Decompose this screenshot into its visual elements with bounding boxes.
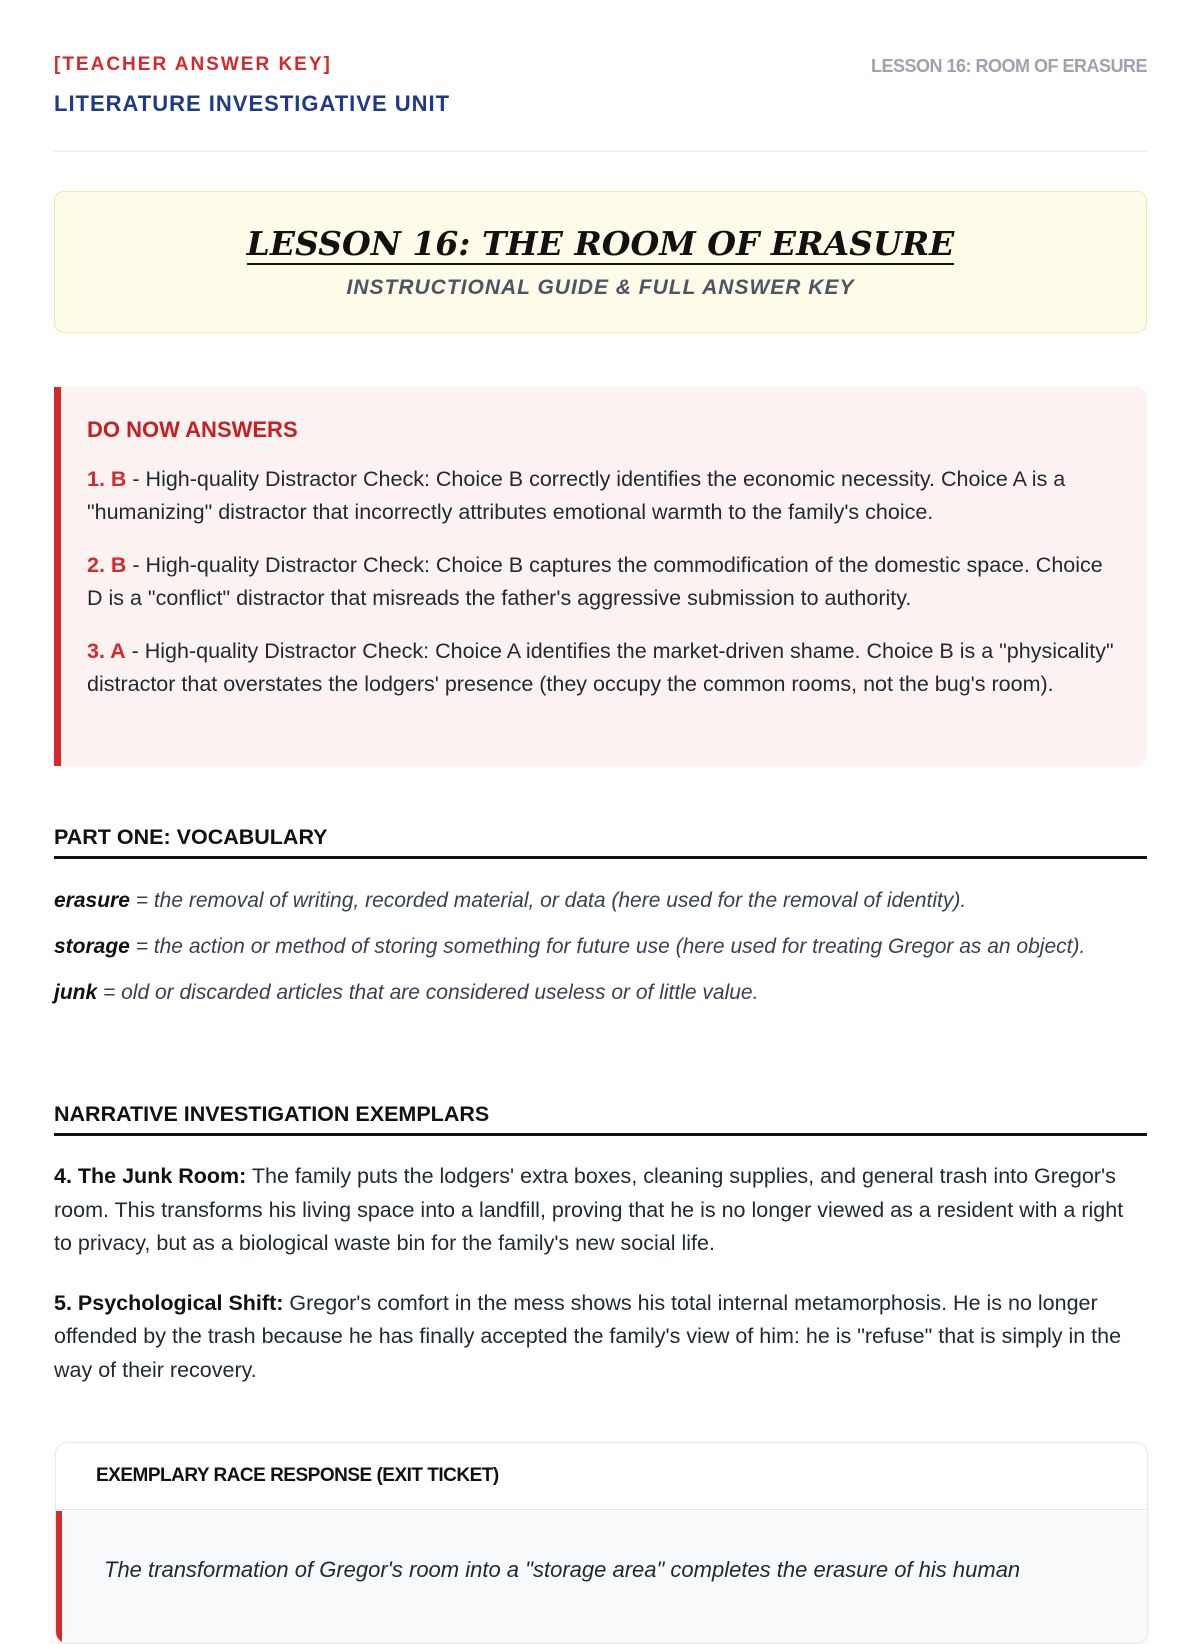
lesson-title xyxy=(55,224,1146,263)
vocabulary-term: erasure xyxy=(54,889,130,912)
teacher-key-label: [TEACHER ANSWER KEY] xyxy=(54,54,332,75)
narrative-exemplars xyxy=(54,1160,1147,1413)
vocabulary-definition: = old or discarded articles that are considered useless or of little value. xyxy=(97,981,759,1004)
vocabulary-definition: = the action or method of storing something for future use (here used for treating Gregor as an object). xyxy=(129,935,1086,958)
answer-item xyxy=(87,549,1117,615)
title-box xyxy=(54,191,1147,333)
answer-key-page xyxy=(54,0,1147,1600)
vocabulary-list xyxy=(54,884,1147,1022)
vocabulary-term: junk xyxy=(54,981,98,1004)
answer-key: 2. B xyxy=(87,553,127,577)
narrative-text: The family puts the lodgers' extra boxes, cleaning supplies, and general trash into Gregor's room. This transforms his living space into a landfill, proving that he is no longer viewed as a resident with a right to privacy, but as a biological waste bin for the family's new social life. xyxy=(54,1164,1124,1255)
exit-ticket-heading: EXEMPLARY RACE RESPONSE (EXIT TICKET) xyxy=(56,1443,1147,1510)
lesson-subtitle: INSTRUCTIONAL GUIDE & FULL ANSWER KEY xyxy=(346,276,855,299)
narrative-heading: NARRATIVE INVESTIGATION EXEMPLARS xyxy=(54,1099,1147,1136)
vocabulary-definition: = the removal of writing, recorded material, or data (here used for the removal of identity). xyxy=(129,889,967,912)
do-now-title: DO NOW ANSWERS xyxy=(87,417,298,442)
vocabulary-term: storage xyxy=(54,935,130,958)
narrative-label: 5. Psychological Shift: xyxy=(54,1290,284,1315)
exit-ticket-response: The transformation of Gregor's room into a "storage area" completes the erasure of his human xyxy=(56,1511,1147,1644)
answer-item xyxy=(87,463,1117,529)
answer-key: 1. B xyxy=(87,467,127,491)
narrative-item xyxy=(54,1160,1147,1261)
narrative-text: Gregor's comfort in the mess shows his total internal metamorphosis. He is no longer offended by the trash because he has finally accepted the family's view of him: he is "refuse" that is simply in the way of their recovery. xyxy=(54,1290,1122,1382)
vocabulary-heading: PART ONE: VOCABULARY xyxy=(54,822,1147,859)
narrative-item xyxy=(54,1287,1147,1388)
answer-explanation: - High-quality Distractor Check: Choice B correctly identifies the economic necessity. Choice A is a "humanizing" distractor that incorrectly attributes emotional warmth to the family's choice. xyxy=(87,467,1066,524)
vocabulary-item xyxy=(54,884,1147,917)
vocabulary-item xyxy=(54,930,1147,963)
answer-explanation: - High-quality Distractor Check: Choice B captures the commodification of the domestic space. Choice D is a "conflict" distractor that misreads the father's aggressive submission to authority. xyxy=(87,553,1103,610)
narrative-label: 4. The Junk Room: xyxy=(54,1164,247,1188)
vocabulary-item xyxy=(54,976,1147,1009)
exit-ticket-card xyxy=(55,1442,1148,1644)
unit-label: LITERATURE INVESTIGATIVE UNIT xyxy=(54,91,451,116)
lesson-reference: LESSON 16: ROOM OF ERASURE xyxy=(870,56,1147,76)
answer-key: 3. A xyxy=(87,639,126,663)
answer-explanation: - High-quality Distractor Check: Choice A identifies the market-driven shame. Choice B is a "physicality" distractor that overstates the lodgers' presence (they occupy the common rooms, not the bug's room). xyxy=(87,639,1114,696)
page-header xyxy=(54,0,1147,152)
answer-item xyxy=(87,635,1117,701)
lesson-title-text: LESSON 16: THE ROOM OF ERASURE xyxy=(246,224,955,263)
do-now-answers-box xyxy=(54,387,1147,766)
